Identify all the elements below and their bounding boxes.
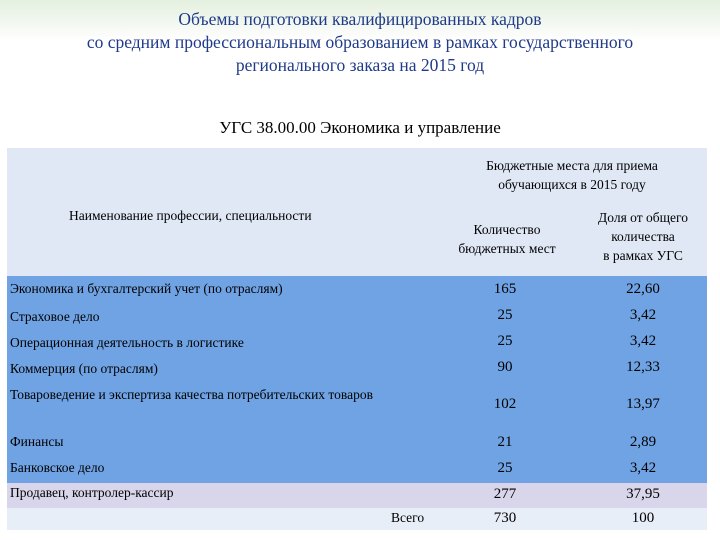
page-subtitle: УГС 38.00.00 Экономика и управление xyxy=(219,118,501,137)
total-share: 100 xyxy=(631,510,655,526)
title-line: регионального заказа на 2015 год xyxy=(235,55,485,75)
row-name: Банковское дело xyxy=(10,460,105,475)
row-count: 90 xyxy=(497,359,513,375)
row-name: Продавец, контролер-кассир xyxy=(10,485,174,500)
row-count: 165 xyxy=(493,281,517,297)
column-header-name: Наименование профессии, специальности xyxy=(69,208,312,223)
quota-table xyxy=(7,148,707,530)
table-total-row xyxy=(7,508,707,530)
table-row xyxy=(7,303,707,329)
row-share: 37,95 xyxy=(626,486,660,502)
row-count: 102 xyxy=(493,396,517,412)
column-group-header xyxy=(437,156,707,194)
row-name: Коммерция (по отраслям) xyxy=(10,361,158,376)
row-count: 25 xyxy=(497,307,513,323)
title-line: Объемы подготовки квалифицированных кадров xyxy=(178,9,542,29)
header-line: Бюджетные места для приема xyxy=(486,158,658,173)
column-header-count xyxy=(437,220,577,258)
table-row xyxy=(7,457,707,483)
row-share: 3,42 xyxy=(629,307,657,323)
table-row xyxy=(7,431,707,457)
table-row xyxy=(7,483,707,508)
header-line: обучающихся в 2015 году xyxy=(498,177,646,192)
row-count: 25 xyxy=(497,460,513,476)
row-share: 13,97 xyxy=(626,396,660,412)
row-name: Товароведение и экспертиза качества потребительских товаров xyxy=(10,387,373,402)
total-label: Всего xyxy=(391,510,425,525)
header-line: количества xyxy=(611,229,675,244)
header-line: бюджетных мест xyxy=(458,241,556,256)
row-share: 3,42 xyxy=(629,333,657,349)
title-line: со средним профессиональным образованием в рамках государственного xyxy=(86,32,634,52)
row-share: 3,42 xyxy=(629,460,657,476)
row-count: 277 xyxy=(493,486,517,502)
row-name: Экономика и бухгалтерский учет (по отраслям) xyxy=(10,281,283,296)
row-count: 21 xyxy=(497,434,513,450)
row-share: 22,60 xyxy=(626,281,660,297)
table-row xyxy=(7,276,707,303)
table-header xyxy=(7,148,707,276)
table-row xyxy=(7,329,707,355)
row-name: Страховое дело xyxy=(10,309,100,324)
header-line: Доля от общего xyxy=(598,210,688,225)
total-count: 730 xyxy=(493,510,517,526)
column-header-share xyxy=(573,208,713,265)
row-name: Финансы xyxy=(10,434,64,449)
table-row xyxy=(7,381,707,431)
row-share: 12,33 xyxy=(626,359,660,375)
header-line: Количество xyxy=(473,222,541,237)
page-title xyxy=(0,8,720,77)
row-share: 2,89 xyxy=(629,434,657,450)
row-name: Операционная деятельность в логистике xyxy=(10,335,244,350)
header-line: в рамках УГС xyxy=(603,248,683,263)
table-row xyxy=(7,355,707,381)
row-count: 25 xyxy=(497,333,513,349)
